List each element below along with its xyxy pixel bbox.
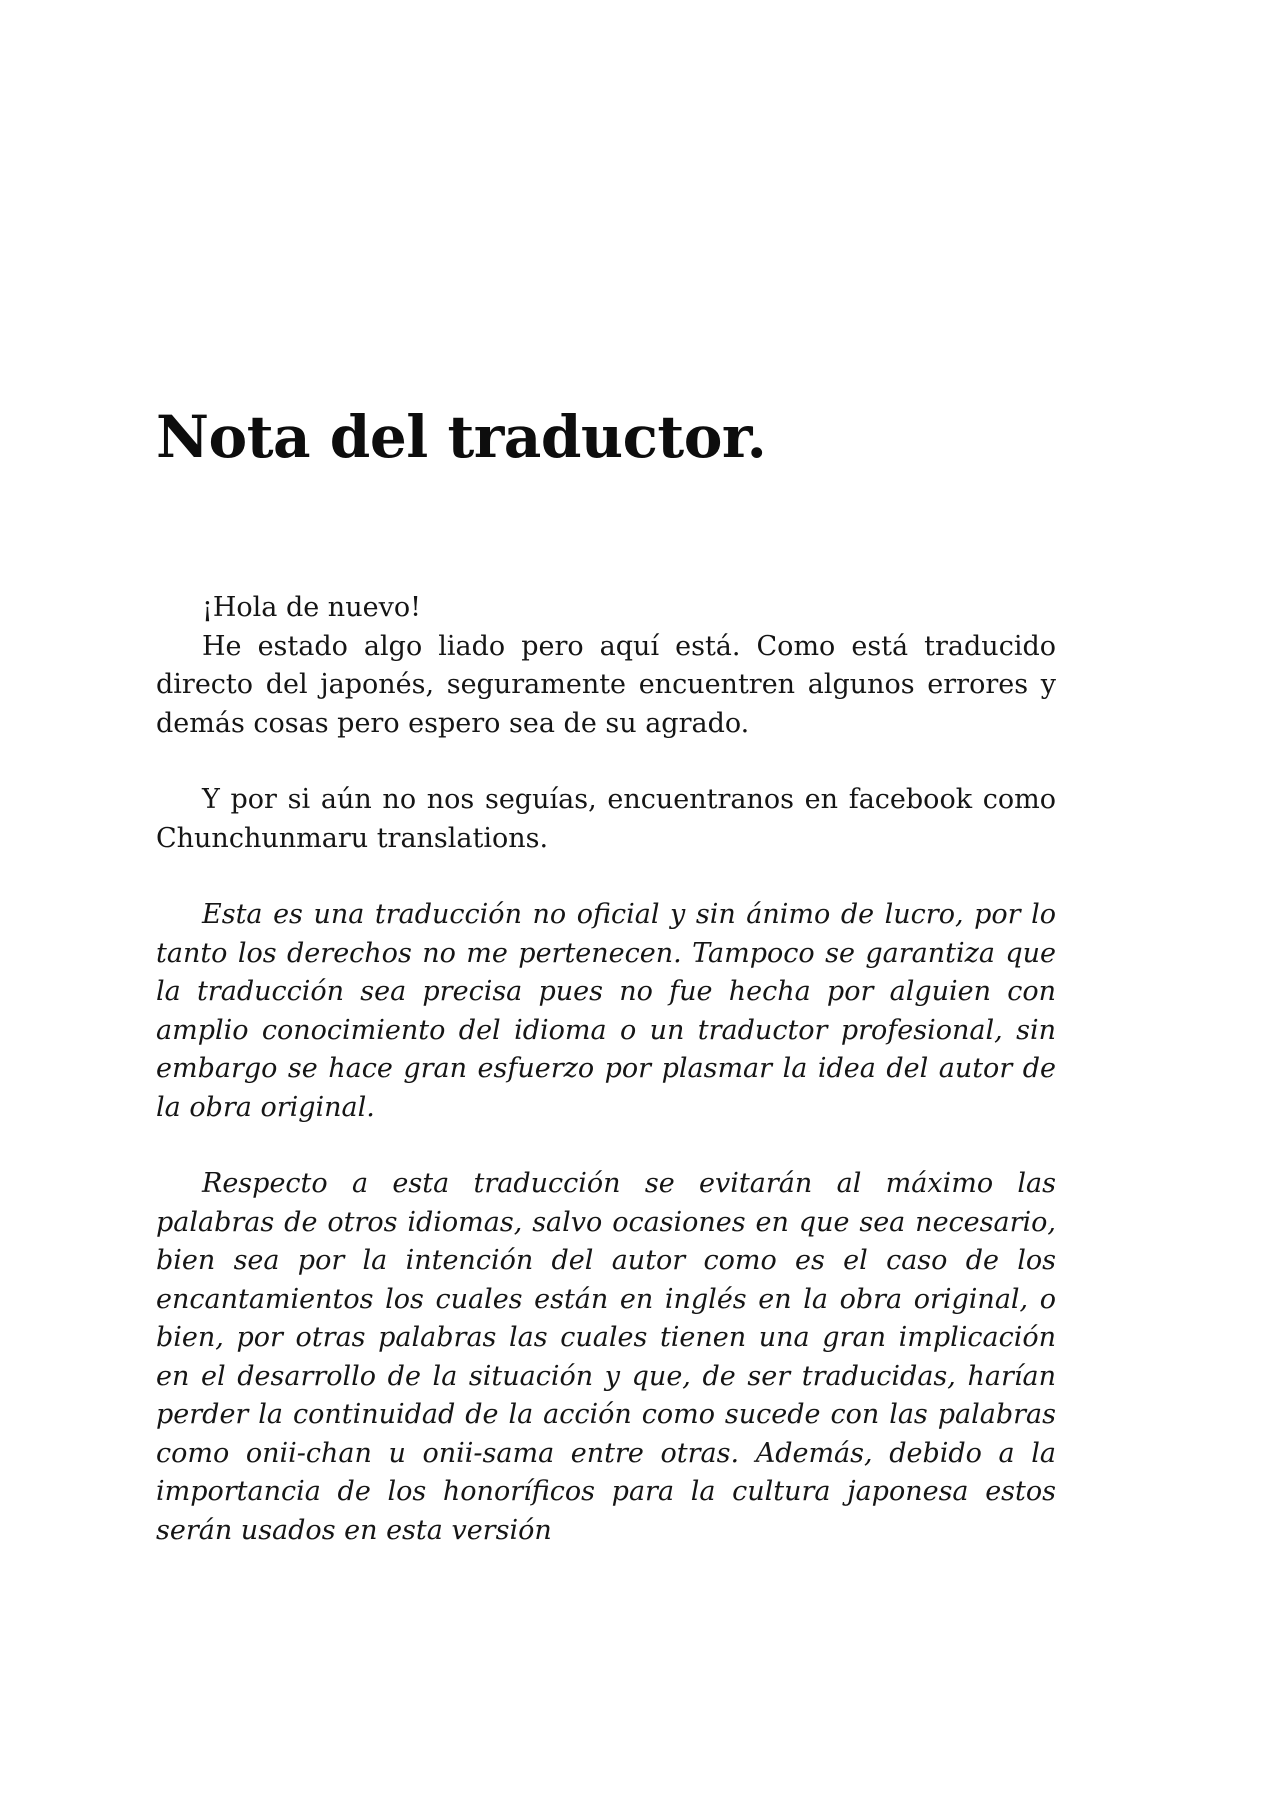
document-body [156, 589, 1056, 1550]
paragraph-spacer [156, 1127, 1056, 1165]
greeting-paragraph: ¡Hola de nuevo! [202, 592, 421, 623]
facebook-paragraph: Y por si aún no nos seguías, encuentranos en facebook como Chunchunmaru translations. [156, 784, 1056, 854]
document-page [156, 0, 1056, 1807]
translation-notes-paragraph: Respecto a esta traducción se evitarán al máximo las palabras de otros idiomas, salvo ocasiones en que sea necesario, bien sea por la intención del autor como es el caso de los encantamientos los cuales están en inglés en la obra original, o bien, por otras palabras las cuales tienen una gran implicación en el desarrollo de la situación y que, de ser traducidas, harían perder la continuidad de la acción como sucede con las palabras como onii-chan u onii-sama entre otras. Además, debido a la importancia de los honoríficos para la cultura japonesa estos serán usados en esta versión [156, 1168, 1056, 1546]
paragraph-spacer [156, 743, 1056, 781]
paragraph-spacer [156, 858, 1056, 896]
disclaimer-paragraph: Esta es una traducción no oficial y sin ánimo de lucro, por lo tanto los derechos no me pertenecen. Tampoco se garantiza que la traducción sea precisa pues no fue hecha por alguien con amplio conocimiento del idioma o un traductor profesional, sin embargo se hace gran esfuerzo por plasmar la idea del autor de la obra original. [156, 899, 1056, 1123]
intro-paragraph: He estado algo liado pero aquí está. Como está traducido directo del japonés, seguramente encuentren algunos errores y demás cosas pero espero sea de su agrado. [156, 630, 1056, 739]
page-title: Nota del traductor. [156, 403, 767, 471]
